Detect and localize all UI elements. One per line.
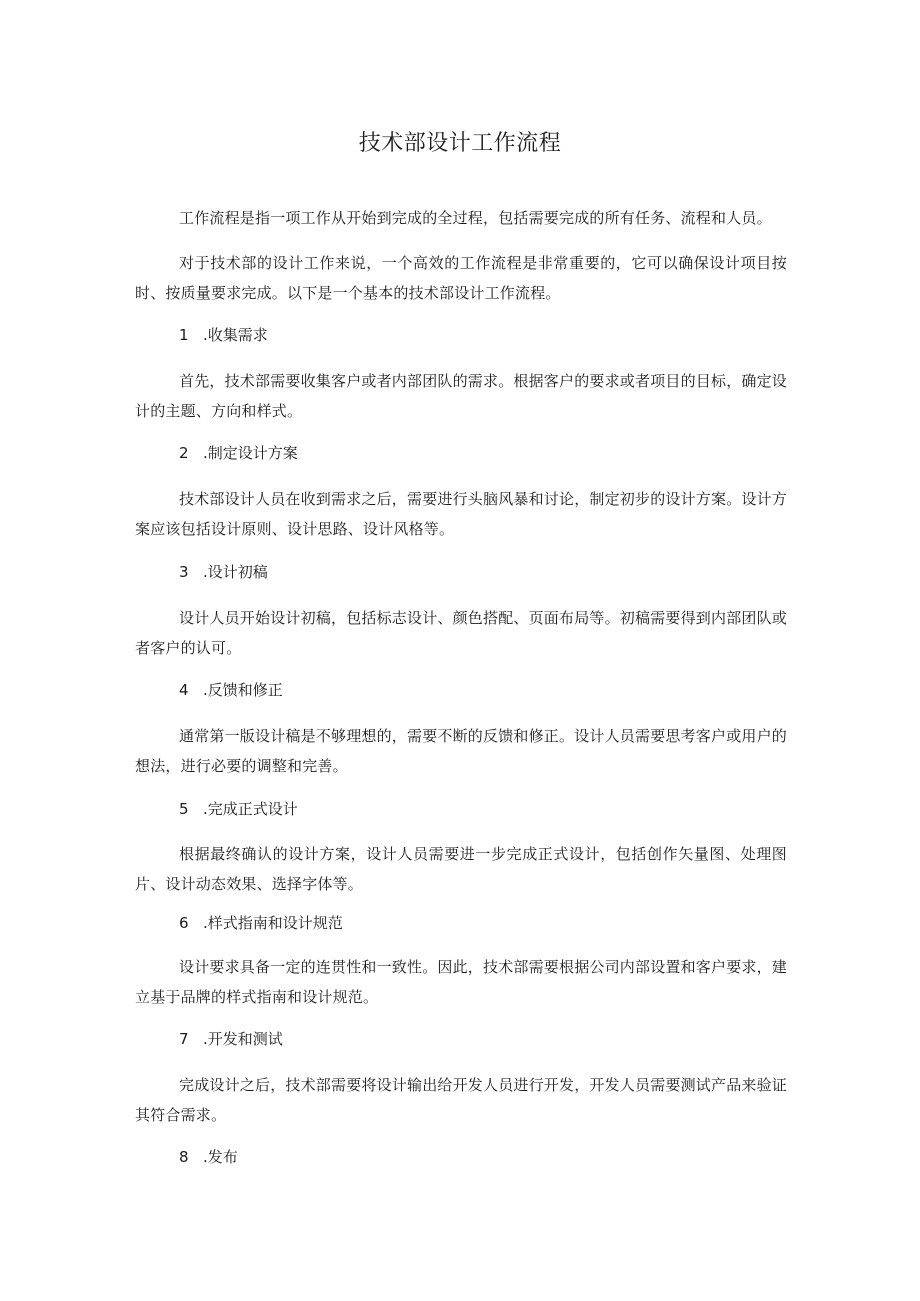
step-paragraph-5: 根据最终确认的设计方案，设计人员需要进一步完成正式设计，包括创作矢量图、处理图片、设计动态效果、选择字体等。 (135, 845, 787, 893)
step-label: .反馈和修正 (203, 681, 283, 699)
step-number: 8 (179, 1148, 189, 1166)
step-heading-2 (179, 438, 779, 468)
intro-paragraph-1: 工作流程是指一项工作从开始到完成的全过程，包括需要完成的所有任务、流程和人员。 (179, 209, 772, 227)
step-number: 3 (179, 563, 189, 581)
step-number: 1 (179, 326, 189, 344)
step-number: 4 (179, 681, 189, 699)
step-heading-6 (179, 908, 779, 938)
step-number: 7 (179, 1030, 189, 1048)
step-label: .发布 (203, 1148, 238, 1166)
step-heading-5 (179, 794, 779, 824)
step-label: .完成正式设计 (203, 800, 298, 818)
step-heading-3 (179, 557, 779, 587)
step-label: .设计初稿 (203, 563, 268, 581)
step-paragraph-7: 完成设计之后，技术部需要将设计输出给开发人员进行开发，开发人员需要测试产品来验证其符合需求。 (135, 1076, 788, 1124)
step-paragraph-3: 设计人员开始设计初稿，包括标志设计、颜色搭配、页面布局等。初稿需要得到内部团队或者客户的认可。 (135, 609, 788, 657)
step-label: .制定设计方案 (203, 444, 298, 462)
step-label: .收集需求 (203, 326, 268, 344)
step-paragraph-2: 技术部设计人员在收到需求之后，需要进行头脑风暴和讨论，制定初步的设计方案。设计方案应该包括设计原则、设计思路、设计风格等。 (135, 490, 788, 538)
step-number: 2 (179, 444, 189, 462)
step-paragraph-1: 首先，技术部需要收集客户或者内部团队的需求。根据客户的要求或者项目的目标，确定设计的主题、方向和样式。 (135, 372, 788, 420)
step-number: 5 (179, 800, 189, 818)
step-heading-4 (179, 675, 779, 705)
step-label: .开发和测试 (203, 1030, 283, 1048)
document-title: 技术部设计工作流程 (358, 131, 562, 156)
step-number: 6 (179, 914, 189, 932)
step-heading-1 (179, 320, 779, 350)
step-label: .样式指南和设计规范 (203, 914, 343, 932)
step-paragraph-6: 设计要求具备一定的连贯性和一致性。因此，技术部需要根据公司内部设置和客户要求，建立基于品牌的样式指南和设计规范。 (135, 958, 788, 1006)
intro-paragraph-2: 对于技术部的设计工作来说，一个高效的工作流程是非常重要的，它可以确保设计项目按时、按质量要求完成。以下是一个基本的技术部设计工作流程。 (135, 254, 787, 302)
step-paragraph-4: 通常第一版设计稿是不够理想的，需要不断的反馈和修正。设计人员需要思考客户或用户的想法，进行必要的调整和完善。 (135, 727, 788, 775)
step-heading-7 (179, 1024, 779, 1054)
step-heading-8 (179, 1142, 779, 1172)
